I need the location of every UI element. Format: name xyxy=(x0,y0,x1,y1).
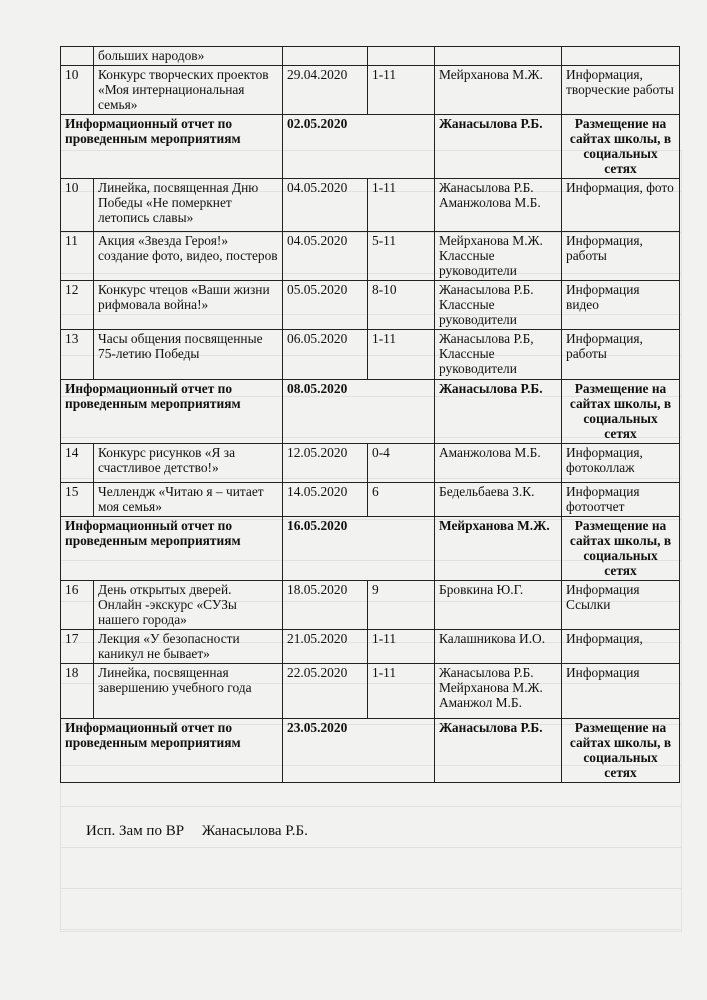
result-cell: Информация, xyxy=(562,630,680,664)
responsible-cell: Мейрханова М.Ж. Классные руководители xyxy=(435,232,562,281)
responsible-cell: Калашникова И.О. xyxy=(435,630,562,664)
date-cell: 05.05.2020 xyxy=(283,281,368,330)
number-cell: 10 xyxy=(61,179,94,232)
number-cell: 15 xyxy=(61,483,94,517)
report-row xyxy=(61,719,680,783)
event-cell: Конкурс чтецов «Ваши жизни рифмовала война!» xyxy=(94,281,283,330)
responsible-cell: Бровкина Ю.Г. xyxy=(435,581,562,630)
signature-name: Жанасылова Р.Б. xyxy=(201,823,308,839)
number-cell: 17 xyxy=(61,630,94,664)
responsible-cell: Жанасылова Р.Б. xyxy=(435,380,562,444)
result-cell: Информация, работы xyxy=(562,330,680,380)
date-cell: 12.05.2020 xyxy=(283,444,368,483)
event-cell: День открытых дверей. Онлайн -экскурс «СУЗы нашего города» xyxy=(94,581,283,630)
number-cell: 12 xyxy=(61,281,94,330)
table-row xyxy=(61,232,680,281)
signature xyxy=(86,823,322,840)
class-cell: 9 xyxy=(368,581,435,630)
date-cell: 18.05.2020 xyxy=(283,581,368,630)
responsible-cell: Жанасылова Р.Б. xyxy=(435,115,562,179)
date-cell: 16.05.2020 xyxy=(283,517,435,581)
table-row-continuation xyxy=(61,47,680,66)
report-row xyxy=(61,115,680,179)
class-cell: 1-11 xyxy=(368,330,435,380)
result-cell: Информация xyxy=(562,664,680,719)
result-cell: Размещение на сайтах школы, в социальных сетях xyxy=(562,517,680,581)
result-cell: Информация видео xyxy=(562,281,680,330)
event-cell: Лекция «У безопасности каникул не бывает» xyxy=(94,630,283,664)
result-cell: Размещение на сайтах школы, в социальных сетях xyxy=(562,380,680,444)
result-cell: Информация Ссылки xyxy=(562,581,680,630)
date-cell: 21.05.2020 xyxy=(283,630,368,664)
table-row xyxy=(61,330,680,380)
report-title-cell: Информационный отчет по проведенным мероприятиям xyxy=(61,380,283,444)
report-row xyxy=(61,380,680,444)
responsible-cell: Жанасылова Р.Б. Классные руководители xyxy=(435,281,562,330)
date-cell: 04.05.2020 xyxy=(283,232,368,281)
event-cell: Линейка, посвященная Дню Победы «Не померкнет летопись славы» xyxy=(94,179,283,232)
responsible-cell: Жанасылова Р.Б. Аманжолова М.Б. xyxy=(435,179,562,232)
date-cell: 22.05.2020 xyxy=(283,664,368,719)
report-title-cell: Информационный отчет по проведенным мероприятиям xyxy=(61,115,283,179)
number-cell: 16 xyxy=(61,581,94,630)
table-row xyxy=(61,281,680,330)
result-cell: Информация, творческие работы xyxy=(562,66,680,115)
table-row xyxy=(61,444,680,483)
table-row xyxy=(61,630,680,664)
class-cell: 5-11 xyxy=(368,232,435,281)
report-row xyxy=(61,517,680,581)
number-cell: 13 xyxy=(61,330,94,380)
class-cell: 1-11 xyxy=(368,630,435,664)
result-cell: Информация фотоотчет xyxy=(562,483,680,517)
signature-role: Исп. Зам по ВР xyxy=(86,823,185,839)
table-row xyxy=(61,66,680,115)
class-cell: 1-11 xyxy=(368,66,435,115)
table-row xyxy=(61,664,680,719)
event-cell: Челлендж «Читаю я – читает моя семья» xyxy=(94,483,283,517)
event-cell: Конкурс творческих проектов «Моя интернациональная семья» xyxy=(94,66,283,115)
number-cell: 10 xyxy=(61,66,94,115)
date-cell: 02.05.2020 xyxy=(283,115,435,179)
event-cell: Конкурс рисунков «Я за счастливое детство!» xyxy=(94,444,283,483)
responsible-cell: Бедельбаева З.К. xyxy=(435,483,562,517)
number-cell: 14 xyxy=(61,444,94,483)
event-cell: Часы общения посвященные 75-летию Победы xyxy=(94,330,283,380)
result-cell: Информация, фото xyxy=(562,179,680,232)
date-cell: 06.05.2020 xyxy=(283,330,368,380)
event-cell: Линейка, посвященная завершению учебного года xyxy=(94,664,283,719)
event-cell: Акция «Звезда Героя!» создание фото, видео, постеров xyxy=(94,232,283,281)
result-cell: Информация, работы xyxy=(562,232,680,281)
result-cell: Размещение на сайтах школы, в социальных сетях xyxy=(562,719,680,783)
class-cell: 8-10 xyxy=(368,281,435,330)
responsible-cell: Мейрханова М.Ж. xyxy=(435,66,562,115)
class-cell: 0-4 xyxy=(368,444,435,483)
table-row xyxy=(61,483,680,517)
class-cell: 1-11 xyxy=(368,179,435,232)
class-cell: 1-11 xyxy=(368,664,435,719)
result-cell: Размещение на сайтах школы, в социальных сетях xyxy=(562,115,680,179)
date-cell: 29.04.2020 xyxy=(283,66,368,115)
table-row xyxy=(61,179,680,232)
date-cell: 23.05.2020 xyxy=(283,719,435,783)
class-cell: 6 xyxy=(368,483,435,517)
result-cell: Информация, фотоколлаж xyxy=(562,444,680,483)
table-row xyxy=(61,581,680,630)
event-cell: больших народов» xyxy=(94,47,283,66)
number-cell: 18 xyxy=(61,664,94,719)
report-title-cell: Информационный отчет по проведенным мероприятиям xyxy=(61,719,283,783)
responsible-cell: Аманжолова М.Б. xyxy=(435,444,562,483)
date-cell: 14.05.2020 xyxy=(283,483,368,517)
responsible-cell: Жанасылова Р.Б. xyxy=(435,719,562,783)
responsible-cell: Жанасылова Р.Б, Классные руководители xyxy=(435,330,562,380)
report-title-cell: Информационный отчет по проведенным мероприятиям xyxy=(61,517,283,581)
events-table xyxy=(60,46,680,783)
date-cell: 04.05.2020 xyxy=(283,179,368,232)
responsible-cell: Мейрханова М.Ж. xyxy=(435,517,562,581)
responsible-cell: Жанасылова Р.Б. Мейрханова М.Ж. Аманжол М.Б. xyxy=(435,664,562,719)
date-cell: 08.05.2020 xyxy=(283,380,435,444)
number-cell: 11 xyxy=(61,232,94,281)
